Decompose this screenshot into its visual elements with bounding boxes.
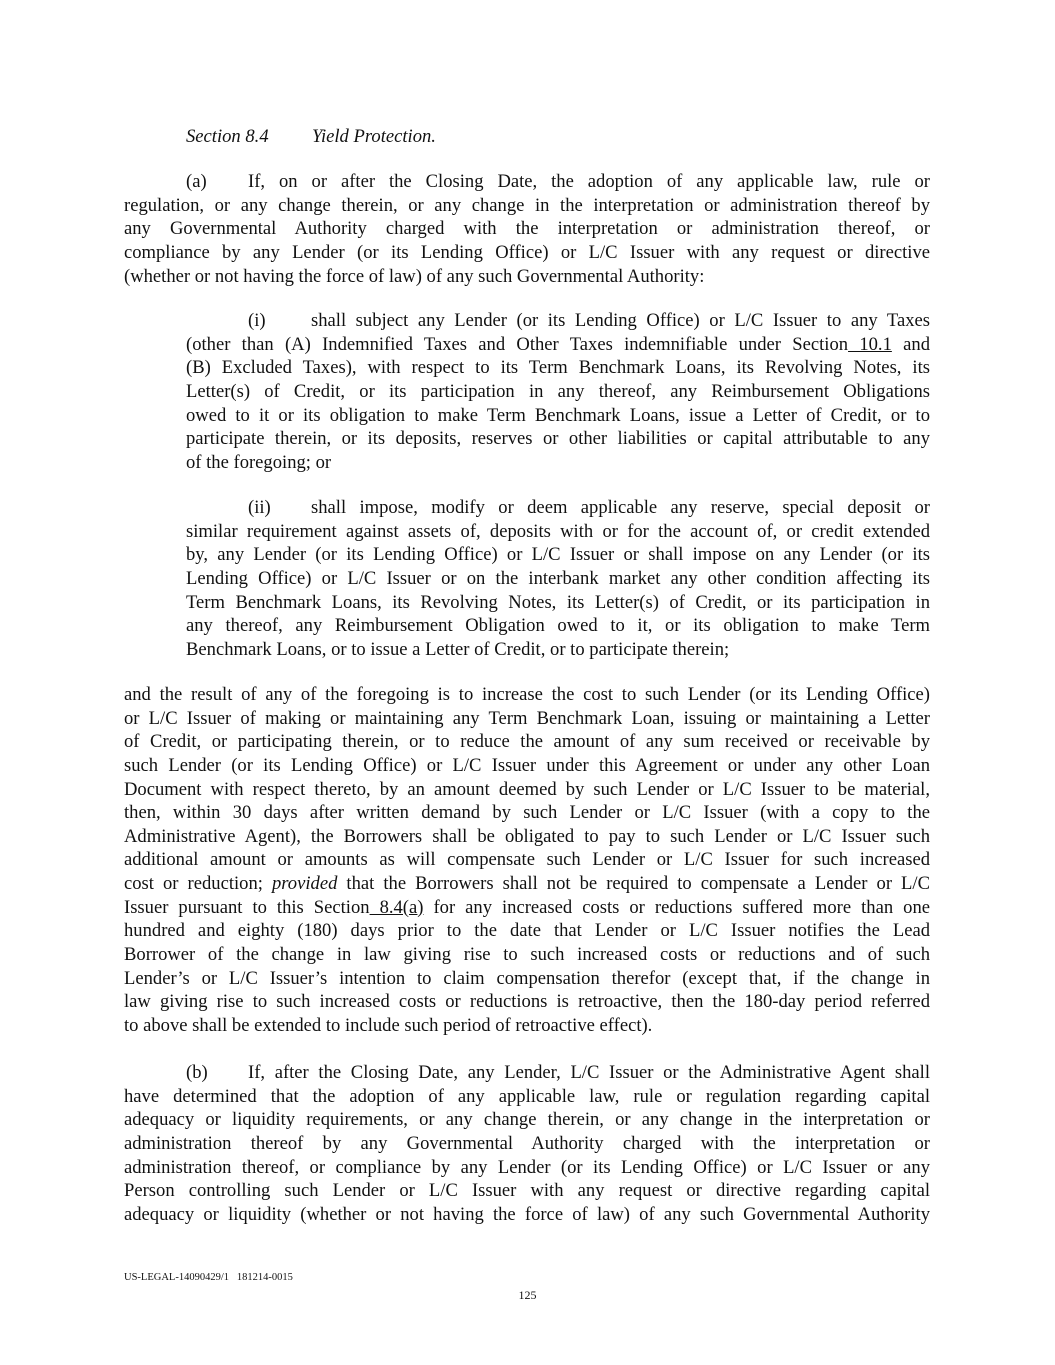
text-segment: Lending Office) or L/C Issuer or on the interbank market any other condition affecting its [186, 567, 930, 589]
text-segment: additional amount or amounts as will compensate such Lender or L/C Issuer for such increased [124, 849, 930, 871]
section-heading [186, 125, 436, 149]
text-line [124, 919, 930, 943]
text-segment: have determined that the adoption of any applicable law, rule or regulation regarding capital [124, 1085, 930, 1107]
text-line [186, 496, 930, 520]
clause-label: (b) [186, 1062, 208, 1083]
text-line [186, 404, 930, 428]
text-line [186, 638, 930, 662]
section-title: Yield Protection. [312, 126, 436, 147]
text-segment: Letter(s) of Credit, or its participation in any thereof, any Reimbursement Obligations [186, 380, 930, 402]
text-line [186, 309, 930, 333]
text-segment: If, after the Closing Date, any Lender, L/C Issuer or the Administrative Agent shall [248, 1062, 930, 1083]
text-segment: Lender’s or L/C Issuer’s intention to claim compensation therefor (except that, if the change in [124, 967, 930, 989]
text-line [124, 1108, 930, 1132]
emphasis-text: provided [271, 873, 338, 895]
text-line [124, 194, 930, 218]
text-line [124, 1085, 930, 1109]
text-line [124, 1061, 930, 1085]
text-segment: of the foregoing; or [186, 451, 332, 473]
section-reference-link[interactable]: 8.4(a) [369, 896, 424, 918]
text-line [124, 1132, 930, 1156]
text-segment: to above shall be extended to include such period of retroactive effect). [124, 1014, 653, 1036]
text-line [186, 591, 930, 615]
text-line [124, 730, 930, 754]
text-segment: regulation, or any change therein, or any change in the interpretation or administration thereof by [124, 194, 930, 216]
text-line [186, 451, 930, 475]
text-line [124, 825, 930, 849]
text-line [124, 872, 930, 896]
text-line [186, 543, 930, 567]
text-segment: cost or reduction; [124, 873, 272, 895]
text-segment: any thereof, any Reimbursement Obligation owed to it, or its obligation to make Term [186, 615, 930, 637]
text-line [124, 1156, 930, 1180]
text-line [124, 217, 930, 241]
page-number: 125 [518, 1288, 537, 1302]
text-segment: (other than (A) Indemnified Taxes and Other Taxes indemnifiable under Section [186, 333, 849, 355]
text-line [186, 614, 930, 638]
section-number: Section 8.4 [186, 126, 269, 147]
text-line [186, 356, 930, 380]
text-segment: and [891, 333, 931, 355]
text-segment: administration thereof, or compliance by any Lender (or its Lending Office) or L/C Issuer or any [124, 1156, 930, 1178]
clause-label: (i) [248, 310, 266, 331]
text-segment: participate therein, or its deposits, reserves or other liabilities or capital attributable to any [186, 428, 930, 450]
text-segment: adequacy or liquidity (whether or not having the force of law) of any such Governmental Authority [124, 1203, 930, 1225]
clause-i [186, 309, 930, 474]
text-line [124, 754, 930, 778]
text-line [124, 801, 930, 825]
text-line [186, 333, 930, 357]
text-segment: of Credit, or participating therein, or to reduce the amount of any sum received or receivable by [124, 731, 930, 753]
text-segment: Term Benchmark Loans, its Revolving Notes, its Letter(s) of Credit, or its participation in [186, 591, 930, 613]
text-segment: shall impose, modify or deem applicable any reserve, special deposit or [311, 497, 930, 518]
text-segment: any Governmental Authority charged with the interpretation or administration thereof, or [124, 218, 930, 240]
text-line [124, 1014, 930, 1038]
section-reference-link[interactable]: 10.1 [848, 333, 892, 355]
text-segment: law giving rise to such increased costs or reductions is retroactive, then the 180-day period referred [124, 991, 930, 1013]
text-line [124, 1179, 930, 1203]
text-segment: (whether or not having the force of law) of any such Governmental Authority: [124, 265, 705, 287]
text-segment: (B) Excluded Taxes), with respect to its Term Benchmark Loans, its Revolving Notes, its [186, 357, 930, 379]
text-segment: administration thereof by any Governmental Authority charged with the interpretation or [124, 1132, 930, 1154]
text-segment: hundred and eighty (180) days prior to the date that Lender or L/C Issuer notifies the Lead [124, 920, 930, 942]
text-line [124, 896, 930, 920]
text-segment: or L/C Issuer of making or maintaining any Term Benchmark Loan, issuing or maintaining a Letter [124, 707, 930, 729]
text-segment: by, any Lender (or its Lending Office) or L/C Issuer or shall impose on any Lender (or its [186, 544, 930, 566]
text-segment: and the result of any of the foregoing is to increase the cost to such Lender (or its Lending Office) [124, 684, 930, 705]
text-line [186, 380, 930, 404]
text-segment: adequacy or liquidity requirements, or any change therein, or any change in the interpretation or [124, 1109, 930, 1131]
clause-ii [186, 496, 930, 661]
paragraph-result [124, 683, 930, 1038]
clause-label: (a) [186, 171, 207, 192]
text-segment: If, on or after the Closing Date, the adoption of any applicable law, rule or [248, 171, 930, 192]
text-segment: that the Borrowers shall not be required to compensate a Lender or L/C [337, 873, 930, 895]
footer-document-id: US-LEGAL-14090429/1 181214-0015 [124, 1272, 293, 1283]
text-line [124, 1203, 930, 1227]
text-segment: compliance by any Lender (or its Lending Office) or L/C Issuer with any request or directive [124, 241, 930, 263]
text-segment: owed to it or its obligation to make Term Benchmark Loans, issue a Letter of Credit, or to [186, 404, 930, 426]
text-line [124, 241, 930, 265]
text-line [186, 427, 930, 451]
text-segment: Administrative Agent), the Borrowers shall be obligated to pay to such Lender or L/C Issuer such [124, 825, 930, 847]
text-line [124, 265, 930, 289]
text-segment: then, within 30 days after written demand by such Lender or L/C Issuer (with a copy to the [124, 802, 930, 824]
text-segment: for any increased costs or reductions suffered more than one [423, 896, 930, 918]
text-segment: Document with respect thereto, by an amount deemed by such Lender or L/C Issuer to be material, [124, 778, 930, 800]
text-line [124, 707, 930, 731]
text-segment: Person controlling such Lender or L/C Issuer with any request or directive regarding capital [124, 1180, 930, 1202]
text-line [124, 778, 930, 802]
text-line [124, 170, 930, 194]
text-line [124, 943, 930, 967]
text-line [186, 520, 930, 544]
text-segment: shall subject any Lender (or its Lending Office) or L/C Issuer to any Taxes [311, 310, 930, 331]
paragraph-b [124, 1061, 930, 1226]
text-segment: Issuer pursuant to this Section [124, 896, 370, 918]
text-segment: Borrower of the change in law giving rise to such increased costs or reductions and of such [124, 944, 930, 966]
text-line [124, 990, 930, 1014]
text-segment: such Lender (or its Lending Office) or L/C Issuer under this Agreement or under any other Loan [124, 754, 930, 776]
text-segment: Benchmark Loans, or to issue a Letter of Credit, or to participate therein; [186, 638, 730, 660]
clause-label: (ii) [248, 497, 271, 518]
text-line [124, 848, 930, 872]
text-line [186, 567, 930, 591]
paragraph-a [124, 170, 930, 288]
text-line [124, 683, 930, 707]
text-segment: similar requirement against assets of, deposits with or for the account of, or credit extended [186, 520, 930, 542]
text-line [124, 967, 930, 991]
